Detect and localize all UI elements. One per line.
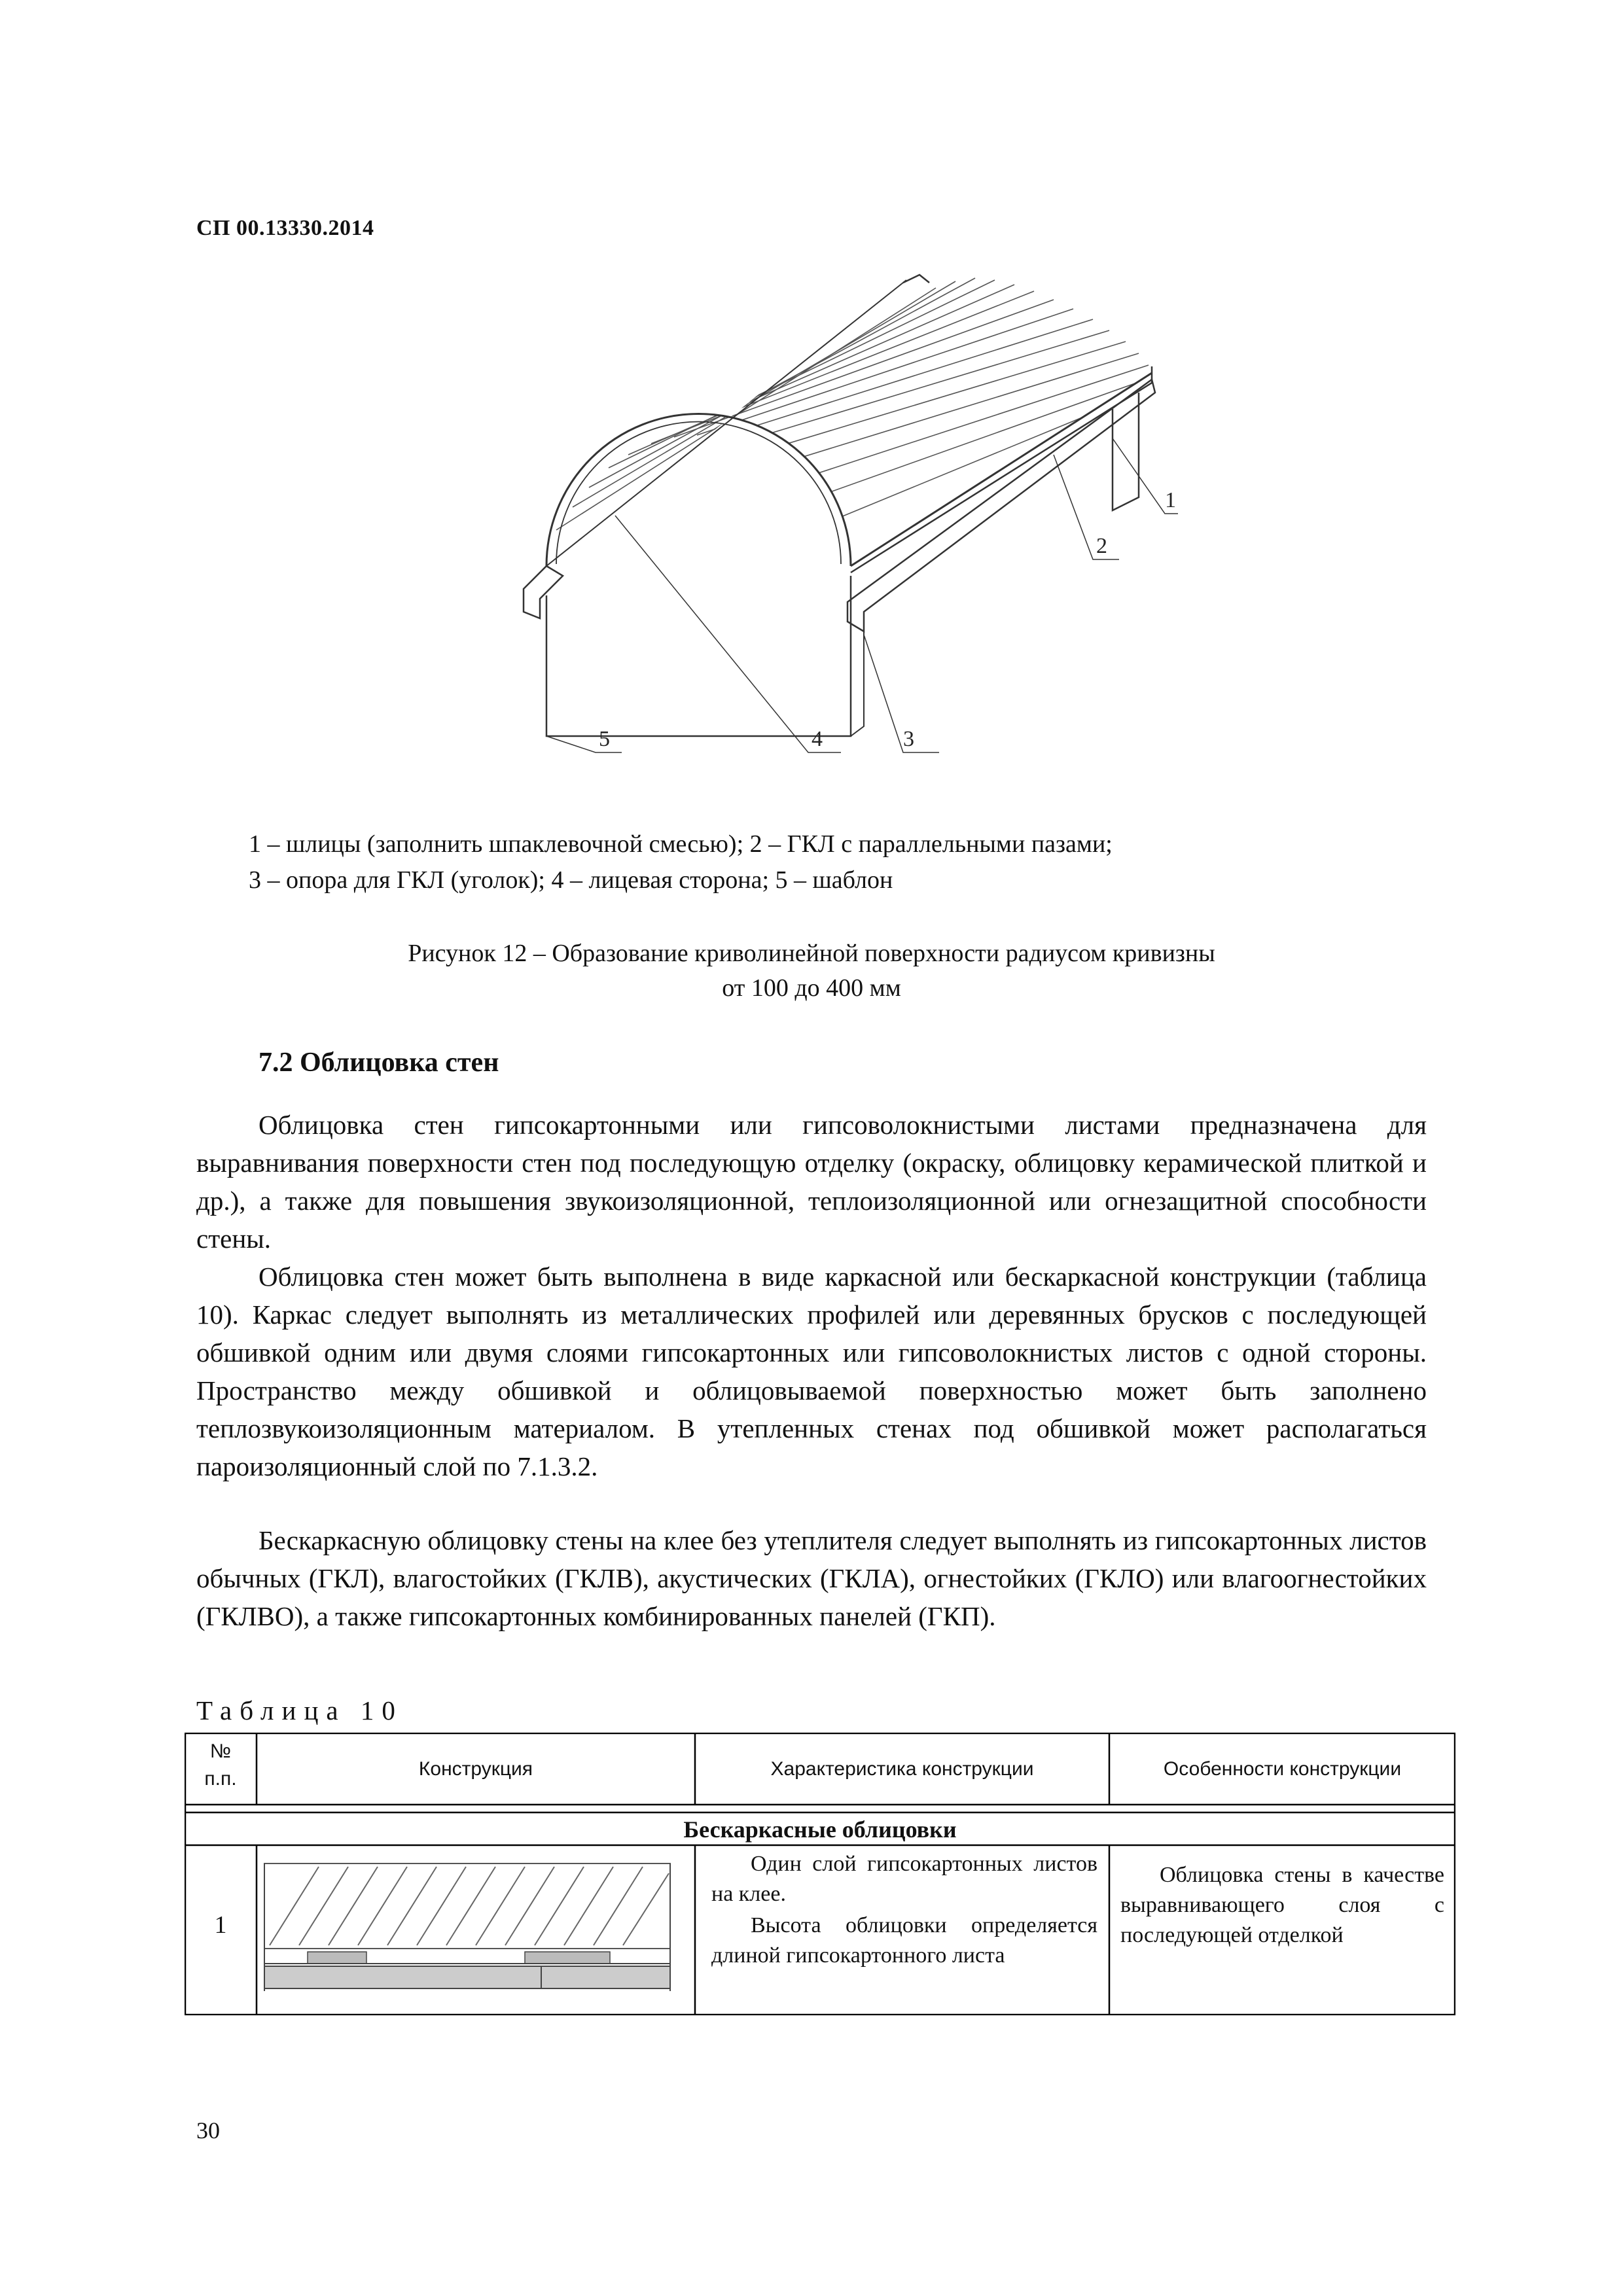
header-construction: Конструкция — [418, 1758, 533, 1780]
table-10 — [185, 1733, 1455, 2015]
callout-5: 5 — [599, 727, 610, 751]
header-num: № п.п. — [204, 1740, 237, 1790]
figure-legend-line1: 1 – шлицы (заполнить шпаклевочной смесью); 2 – ГКЛ с параллельными пазами; — [249, 830, 1113, 858]
callout-2: 2 — [1096, 534, 1107, 558]
callout-3: 3 — [903, 727, 914, 751]
group-title: Бескаркасные облицовки — [683, 1816, 957, 1843]
section-heading: 7.2 Облицовка стен — [259, 1048, 499, 1078]
paragraph-2: Облицовка стен может быть выполнена в виде каркасной или бескаркасной конструкции (таблица 10). Каркас следует выполнять из металлических профилей или деревянных брусков с последующей обшивкой одним или двумя слоями гипсокартонных или гипсоволокнистых листов с одной стороны. Пространство между обшивкой и облицовываемой поверхностью может быть заполнено теплозвукоизоляционным материалом. В утепленных стенах под обшивкой может располагаться пароизоляционный слой по 7.1.3.2. — [196, 1262, 1427, 1481]
callout-4: 4 — [812, 727, 823, 751]
figure-curved-surface — [484, 268, 1178, 805]
header-characteristic: Характеристика конструкции — [770, 1758, 1034, 1780]
header-features: Особенности конструкции — [1163, 1758, 1402, 1780]
figure-caption-line2: от 100 до 400 мм — [722, 974, 901, 1002]
row1-characteristic-p2: Высота облицовки определяется длиной гипсокартонного листа — [711, 1913, 1097, 1968]
document-code: СП 00.13330.2014 — [196, 216, 374, 240]
figure-legend-line2: 3 – опора для ГКЛ (уголок); 4 – лицевая сторона; 5 – шаблон — [249, 866, 893, 894]
callout-1: 1 — [1165, 488, 1176, 512]
row1-features: Облицовка стены в качестве выравнивающего слоя с последующей отделкой — [1120, 1863, 1444, 1947]
page-number: 30 — [196, 2117, 220, 2144]
paragraph-3: Бескаркасную облицовку стены на клее без утеплителя следует выполнять из гипсокартонных листов обычных (ГКЛ), влагостойких (ГКЛВ), акустических (ГКЛА), огнестойких (ГКЛО) или влагоогнестойких (ГКЛВО), а также гипсокартонных комбинированных панелей (ГКП). — [196, 1525, 1427, 1631]
row1-num: 1 — [214, 1911, 227, 1939]
paragraph-1: Облицовка стен гипсокартонными или гипсоволокнистыми листами предназначена для выравнивания поверхности стен под последующую отделку (окраску, облицовку керамической плиткой и др.), а также для повышения звукоизоляционной, теплоизоляционной или огнезащитной способности стены. — [196, 1110, 1427, 1254]
table-label: Таблица 10 — [196, 1695, 403, 1725]
figure-caption-line1: Рисунок 12 – Образование криволинейной поверхности радиусом кривизны — [408, 940, 1215, 967]
row1-characteristic-p1: Один слой гипсокартонных листов на клее. — [711, 1852, 1097, 1906]
construction-diagram — [264, 1863, 670, 1991]
